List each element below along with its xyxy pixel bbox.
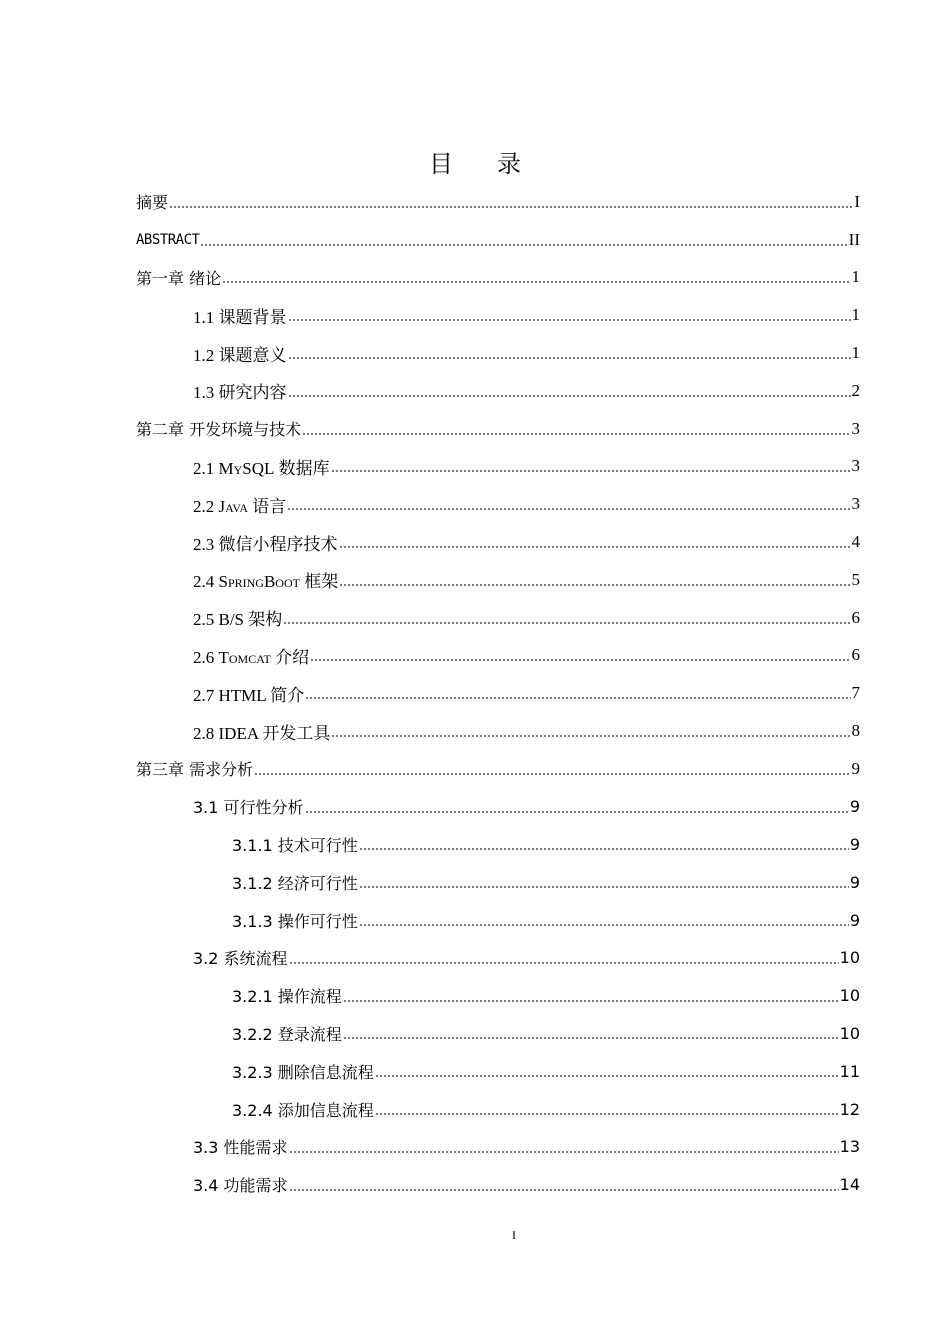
toc-entry-label: 摘要 xyxy=(136,193,169,213)
toc-entry-page-number: 10 xyxy=(839,1023,860,1043)
toc-entry-label: 3.3 性能需求 xyxy=(193,1138,288,1158)
toc-entry-label: 3.2 系统流程 xyxy=(193,949,288,969)
dot-leader xyxy=(288,318,851,322)
toc-entry[interactable] xyxy=(136,1090,860,1128)
toc-entry[interactable] xyxy=(136,1015,860,1053)
dot-leader xyxy=(289,1150,839,1154)
toc-entry-label: 1.3 研究内容 xyxy=(193,383,287,403)
toc-entry[interactable] xyxy=(136,599,860,637)
toc-entry-page-number: 9 xyxy=(849,872,860,892)
dot-leader xyxy=(289,961,839,965)
toc-entry[interactable] xyxy=(136,674,860,712)
toc-entry-page-number: 13 xyxy=(839,1137,860,1157)
toc-entry[interactable] xyxy=(136,712,860,750)
toc-entry-label: 3.2.3 删除信息流程 xyxy=(232,1062,374,1082)
toc-entry-page-number: 10 xyxy=(839,948,860,968)
toc-entry[interactable] xyxy=(136,826,860,864)
toc-entry[interactable] xyxy=(136,1166,860,1204)
toc-entry-label: 1.2 课题意义 xyxy=(193,345,287,365)
toc-entry[interactable] xyxy=(136,561,860,599)
small-caps-term: Java xyxy=(218,496,249,516)
toc-entry-page-number: 3 xyxy=(851,418,860,438)
page-title xyxy=(0,146,950,182)
title-char-2: 录 xyxy=(497,150,521,178)
toc-entry[interactable] xyxy=(136,1128,860,1166)
toc-entry-page-number: 5 xyxy=(851,569,860,589)
dot-leader xyxy=(331,734,850,738)
toc-entry[interactable] xyxy=(136,1052,860,1090)
toc-entry[interactable] xyxy=(136,750,860,788)
toc-entry-page-number: 9 xyxy=(851,758,860,778)
toc-entry-page-number: 3 xyxy=(851,456,860,476)
toc-entry-label: 第三章 需求分析 xyxy=(136,760,254,780)
dot-leader xyxy=(359,885,849,889)
toc-entry-page-number: 7 xyxy=(851,683,860,703)
toc-entry-label: 3.2.2 登录流程 xyxy=(232,1024,342,1044)
dot-leader xyxy=(375,1112,839,1116)
toc-entry[interactable] xyxy=(136,372,860,410)
small-caps-term: MySQL xyxy=(218,458,275,478)
toc-entry-label: 3.2.1 操作流程 xyxy=(232,987,342,1007)
toc-entry-label: 2.6 Tomcat 介绍 xyxy=(193,647,310,667)
title-char-1: 目 xyxy=(429,150,453,178)
toc-entry[interactable] xyxy=(136,410,860,448)
dot-leader xyxy=(287,507,850,511)
toc-entry-label: 1.1 课题背景 xyxy=(193,307,287,327)
toc-entry-label: 2.8 IDEA 开发工具 xyxy=(193,723,331,743)
dot-leader xyxy=(343,999,839,1003)
dot-leader xyxy=(343,1036,839,1040)
dot-leader xyxy=(289,1188,839,1192)
toc-entry[interactable] xyxy=(136,523,860,561)
toc-entry-page-number: I xyxy=(854,191,860,211)
toc-entry-page-number: 1 xyxy=(851,267,860,287)
toc-entry[interactable] xyxy=(136,485,860,523)
toc-entry-label: 3.1 可行性分析 xyxy=(193,798,304,818)
toc-entry[interactable] xyxy=(136,259,860,297)
toc-entry-label: 2.2 Java 语言 xyxy=(193,496,287,516)
dot-leader xyxy=(331,469,851,473)
toc-entry-label: 3.2.4 添加信息流程 xyxy=(232,1100,374,1120)
dot-leader xyxy=(310,658,850,662)
toc-entry-label: 2.5 B/S 架构 xyxy=(193,610,283,630)
dot-leader xyxy=(200,243,847,247)
dot-leader xyxy=(169,205,853,209)
dot-leader xyxy=(288,394,851,398)
toc-entry[interactable] xyxy=(136,448,860,486)
dot-leader xyxy=(375,1074,839,1078)
toc-entry-page-number: 6 xyxy=(851,607,860,627)
small-caps-term: SpringBoot xyxy=(218,572,300,592)
toc-entry-page-number: 9 xyxy=(849,834,860,854)
dot-leader xyxy=(359,847,849,851)
toc-entry[interactable] xyxy=(136,637,860,675)
toc-entry-label: 2.3 微信小程序技术 xyxy=(193,534,338,554)
toc-entry-label: 3.1.2 经济可行性 xyxy=(232,873,358,893)
toc-entry-label: 3.1.1 技术可行性 xyxy=(232,835,358,855)
toc-entry-label: 3.4 功能需求 xyxy=(193,1176,288,1196)
dot-leader xyxy=(305,810,849,814)
toc-entry-page-number: 2 xyxy=(851,380,860,400)
toc-entry[interactable] xyxy=(136,296,860,334)
toc-entry-label: 第二章 开发环境与技术 xyxy=(136,420,302,440)
toc-entry[interactable] xyxy=(136,183,860,221)
toc-entry-page-number: 9 xyxy=(849,797,860,817)
toc-entry-label: 2.1 MySQL 数据库 xyxy=(193,458,330,478)
dot-leader xyxy=(283,621,850,625)
toc-entry-page-number: 8 xyxy=(851,721,860,741)
toc-entry[interactable] xyxy=(136,863,860,901)
toc-entry-label: 3.1.3 操作可行性 xyxy=(232,911,358,931)
toc-entry-label: 2.4 SpringBoot 框架 xyxy=(193,572,339,592)
toc-entry-page-number: 1 xyxy=(851,305,860,325)
toc-entry-label: 2.7 HTML 简介 xyxy=(193,685,305,705)
toc-entry[interactable] xyxy=(136,221,860,259)
toc-entry-page-number: II xyxy=(848,229,860,249)
dot-leader xyxy=(339,545,851,549)
toc-entry-page-number: 11 xyxy=(839,1061,860,1081)
toc-entry[interactable] xyxy=(136,977,860,1015)
dot-leader xyxy=(339,583,850,587)
footer-page-number: I xyxy=(512,1228,516,1242)
toc-entry-page-number: 12 xyxy=(839,1099,860,1119)
small-caps-term: Tomcat xyxy=(218,647,271,667)
toc-entry-page-number: 14 xyxy=(839,1175,860,1195)
toc-entry-label: 第一章 绪论 xyxy=(136,268,222,288)
toc-entry-page-number: 6 xyxy=(851,645,860,665)
toc-entry-page-number: 4 xyxy=(851,532,860,552)
dot-leader xyxy=(222,280,850,284)
toc-entry[interactable] xyxy=(136,788,860,826)
dot-leader xyxy=(254,772,850,776)
toc-entry-page-number: 10 xyxy=(839,986,860,1006)
toc-entry[interactable] xyxy=(136,334,860,372)
toc-entry-page-number: 9 xyxy=(849,910,860,930)
table-of-contents xyxy=(136,183,860,1204)
dot-leader xyxy=(359,923,849,927)
toc-entry[interactable] xyxy=(136,901,860,939)
toc-entry[interactable] xyxy=(136,939,860,977)
toc-entry-page-number: 3 xyxy=(851,494,860,514)
toc-entry-page-number: 1 xyxy=(851,343,860,363)
dot-leader xyxy=(302,432,850,436)
dot-leader xyxy=(305,696,850,700)
toc-entry-label: ABSTRACT xyxy=(136,231,200,248)
dot-leader xyxy=(288,356,851,360)
